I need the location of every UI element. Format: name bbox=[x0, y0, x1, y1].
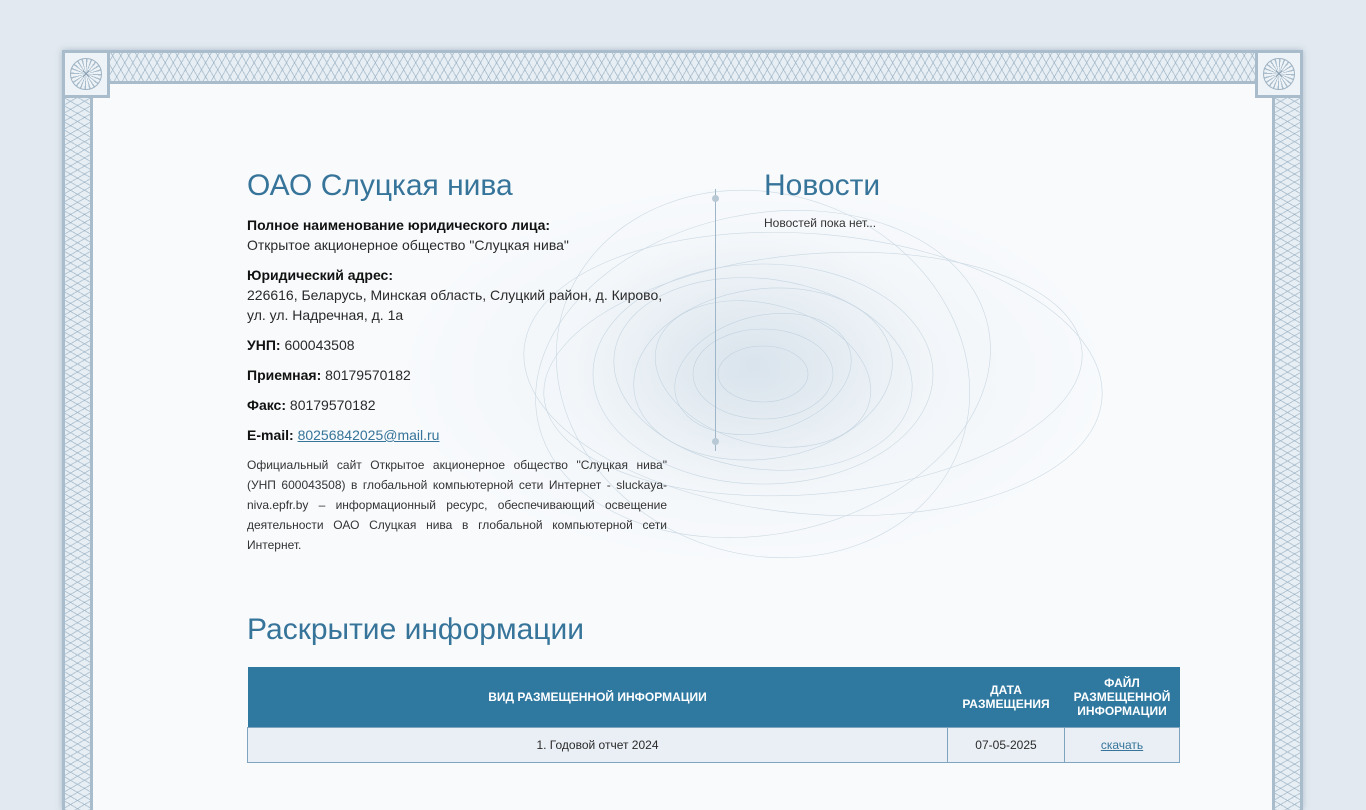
full-name-value: Открытое акционерное общество "Слуцкая нива" bbox=[247, 237, 569, 253]
rosette-icon: ✕ bbox=[1263, 58, 1295, 90]
reception-label: Приемная: bbox=[247, 367, 322, 383]
rosette-icon: ✕ bbox=[70, 58, 102, 90]
reception-field bbox=[247, 365, 667, 385]
table-header-row bbox=[248, 667, 1180, 728]
column-divider bbox=[715, 189, 716, 451]
row-file-cell bbox=[1065, 728, 1180, 763]
email-label: E-mail: bbox=[247, 427, 294, 443]
news-empty-message: Новостей пока нет... bbox=[764, 216, 877, 230]
address-field bbox=[247, 265, 667, 325]
main-content-area bbox=[93, 84, 1272, 810]
email-field bbox=[247, 425, 667, 445]
organization-title: ОАО Слуцкая нива bbox=[247, 169, 513, 202]
column-header-type: ВИД РАЗМЕЩЕННОЙ ИНФОРМАЦИИ bbox=[248, 667, 948, 728]
disclosure-title: Раскрытие информации bbox=[247, 613, 584, 646]
fax-field bbox=[247, 395, 667, 415]
news-title: Новости bbox=[764, 169, 881, 202]
frame-border-top bbox=[62, 50, 1303, 84]
organization-info bbox=[247, 169, 667, 555]
full-name-label: Полное наименование юридического лица: bbox=[247, 217, 551, 233]
table-row bbox=[248, 728, 1180, 763]
unp-field bbox=[247, 335, 667, 355]
corner-ornament-left bbox=[62, 50, 110, 98]
email-link[interactable]: 80256842025@mail.ru bbox=[297, 427, 440, 443]
row-name-cell: 1. Годовой отчет 2024 bbox=[248, 728, 948, 763]
full-name-field bbox=[247, 215, 667, 255]
frame-border-right bbox=[1272, 84, 1303, 810]
column-header-file: ФАЙЛ РАЗМЕЩЕННОЙ ИНФОРМАЦИИ bbox=[1065, 667, 1180, 728]
reception-value: 80179570182 bbox=[325, 367, 411, 383]
certificate-frame bbox=[62, 50, 1303, 810]
column-header-date: ДАТА РАЗМЕЩЕНИЯ bbox=[948, 667, 1065, 728]
disclosure-table bbox=[247, 667, 1180, 763]
unp-value: 600043508 bbox=[284, 337, 355, 353]
address-label: Юридический адрес: bbox=[247, 267, 393, 283]
corner-ornament-right bbox=[1255, 50, 1303, 98]
row-date-cell: 07-05-2025 bbox=[948, 728, 1065, 763]
unp-label: УНП: bbox=[247, 337, 281, 353]
site-description: Официальный сайт Открытое акционерное общество "Слуцкая нива" (УНП 600043508) в глобальной компьютерной сети Интернет - sluckaya-niva.epfr.by – информационный ресурс, обеспечивающий освещение деятельности ОАО Слуцкая нива в глобальной компьютерной сети Интернет. bbox=[247, 458, 667, 552]
download-link[interactable]: скачать bbox=[1100, 738, 1144, 752]
fax-label: Факс: bbox=[247, 397, 287, 413]
fax-value: 80179570182 bbox=[289, 397, 376, 413]
frame-border-left bbox=[62, 84, 93, 810]
news-section bbox=[764, 169, 1180, 231]
address-value: 226616, Беларусь, Минская область, Слуцкий район, д. Кирово, ул. ул. Надречная, д. 1а bbox=[247, 287, 663, 323]
